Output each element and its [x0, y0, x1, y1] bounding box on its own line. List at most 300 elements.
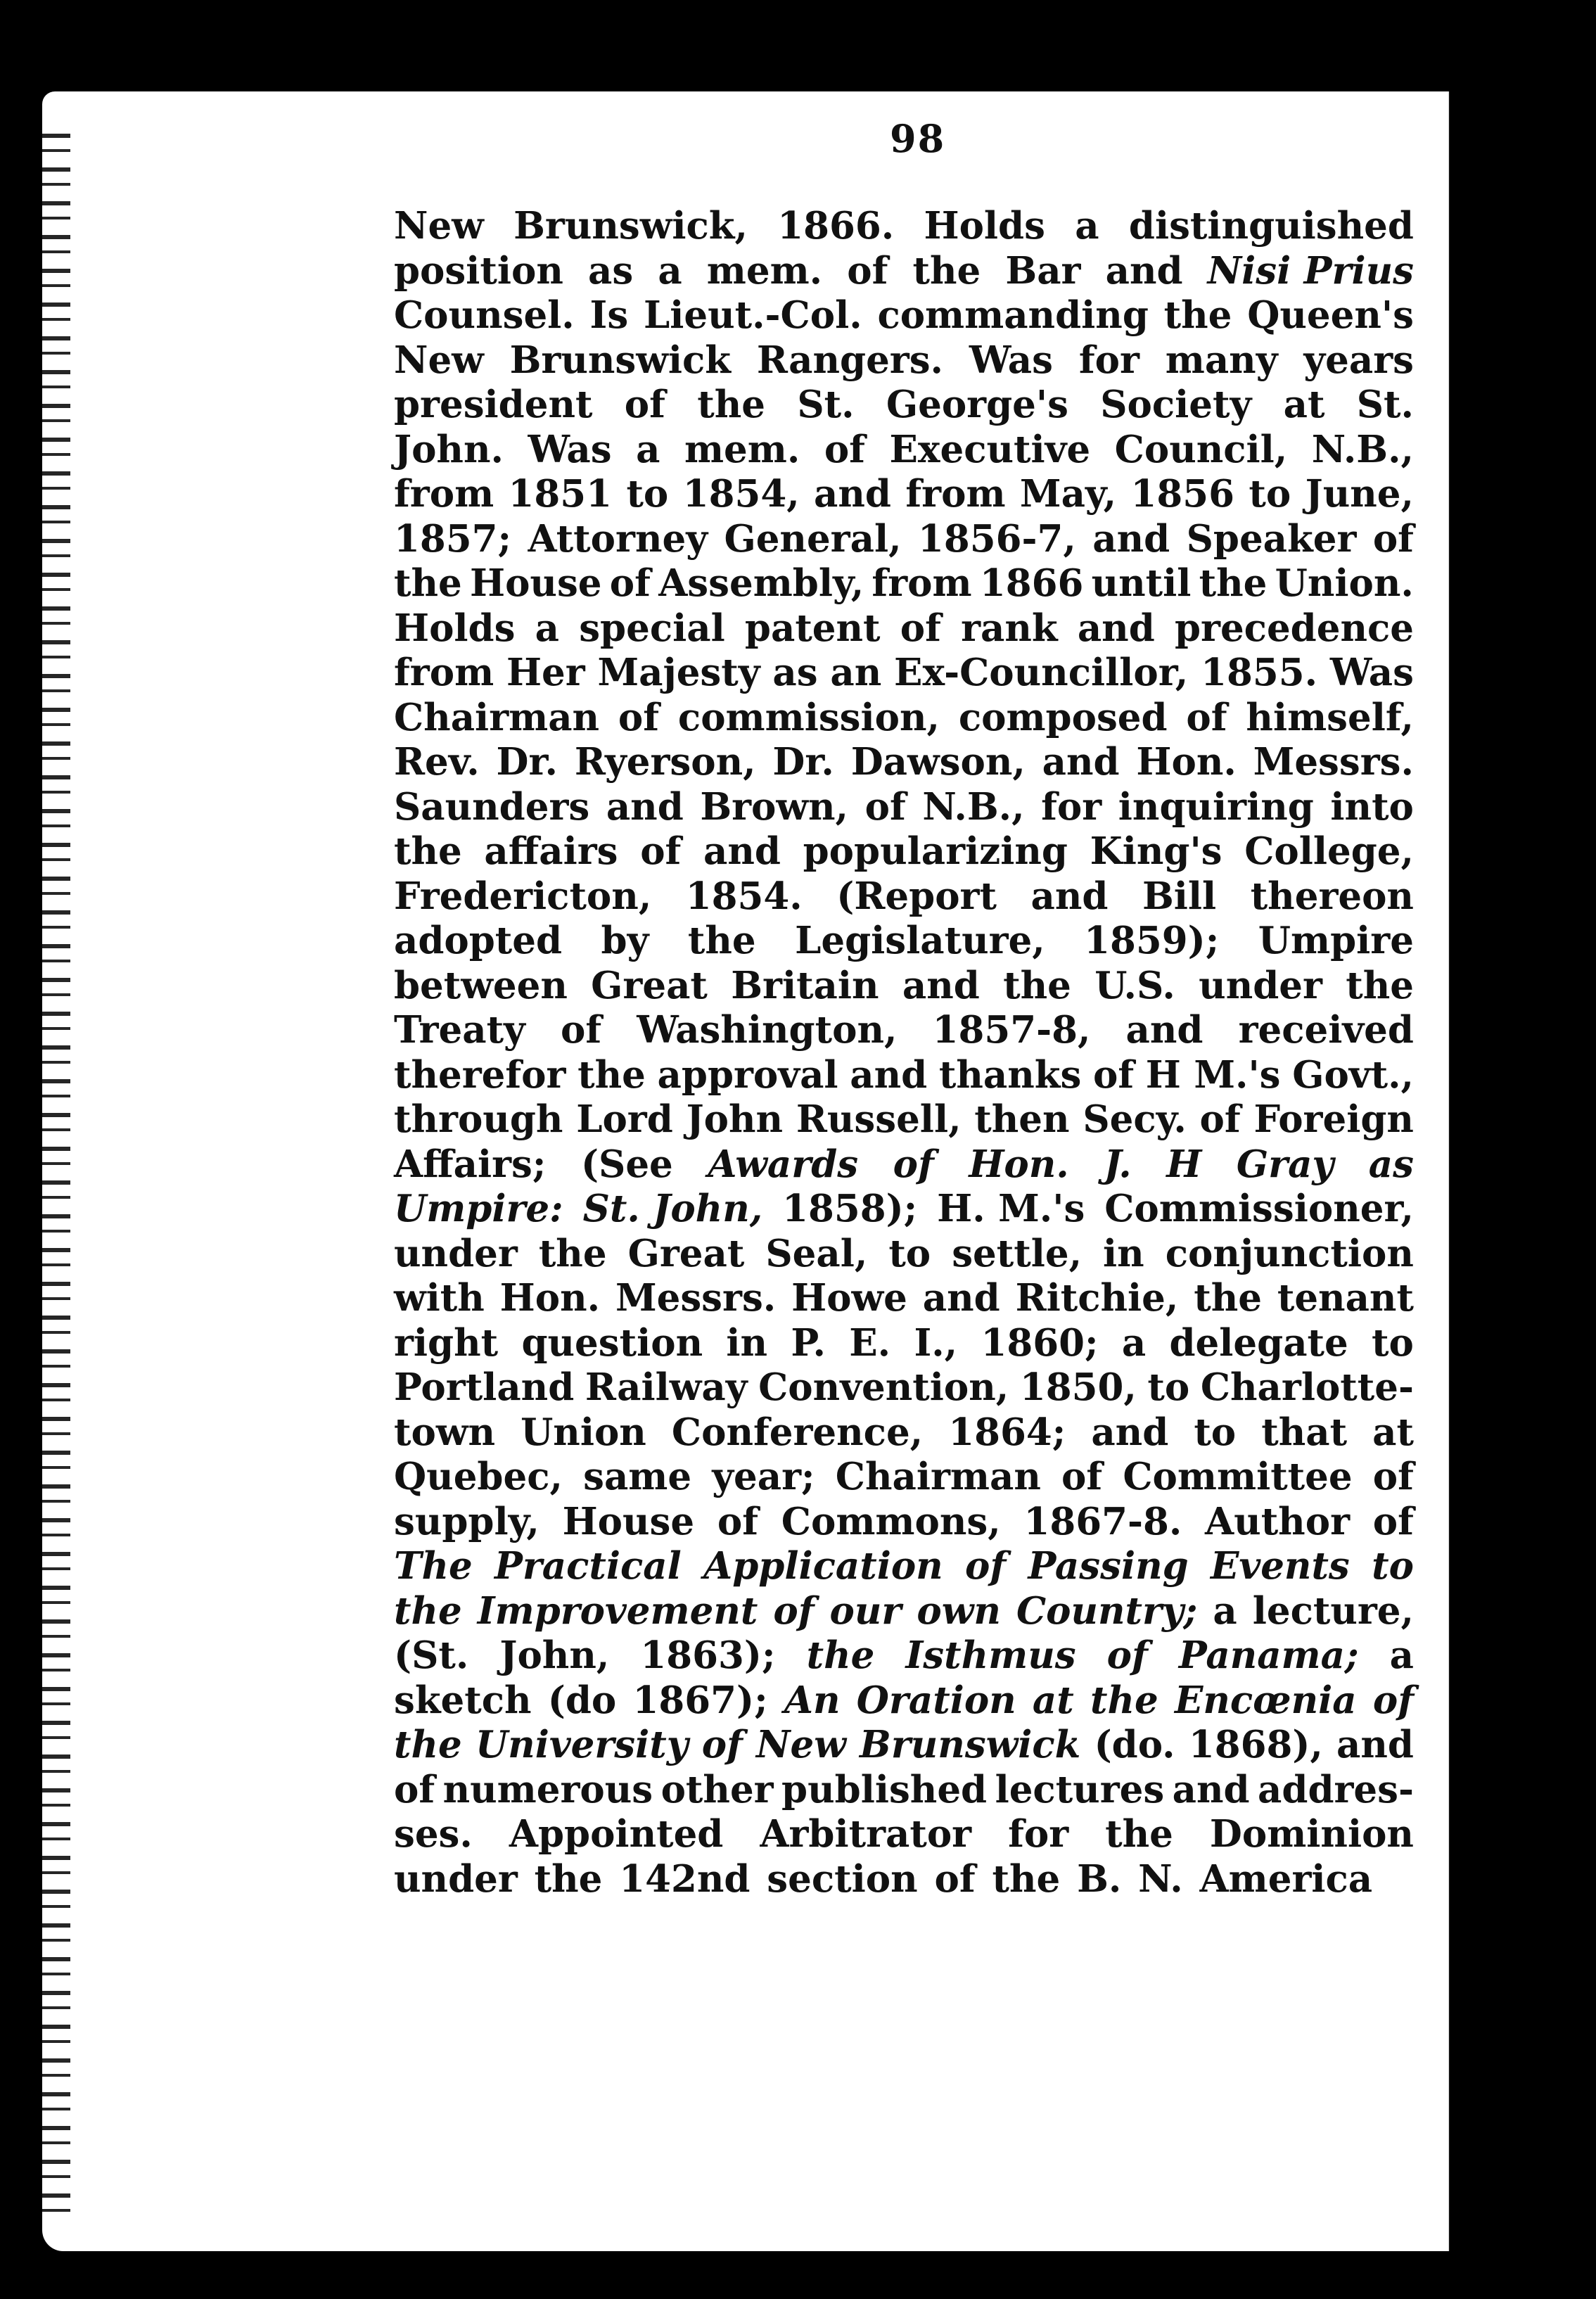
word: An: [784, 1678, 841, 1722]
word: Improvement: [477, 1588, 758, 1633]
word: Affairs;: [394, 1142, 547, 1186]
word: and: [850, 1052, 928, 1097]
word: Dawson,: [850, 740, 1026, 784]
word: position: [394, 248, 563, 293]
text-line: [394, 1723, 1414, 1768]
word: and: [814, 472, 891, 516]
word: Society: [1100, 383, 1252, 426]
word: Chairman: [835, 1455, 1041, 1498]
word: tenant: [1277, 1276, 1414, 1320]
word: to: [1372, 1544, 1414, 1588]
word: special: [579, 606, 725, 650]
word: of: [893, 1142, 934, 1186]
word: in: [726, 1320, 768, 1365]
word: Attorney: [528, 516, 708, 561]
word: 1850,: [1019, 1365, 1137, 1409]
word: for: [1041, 784, 1102, 829]
text-line: [394, 1679, 1414, 1724]
word: John.: [394, 427, 504, 471]
word: as: [772, 651, 818, 694]
word: 1851: [508, 472, 613, 516]
word: 142nd: [619, 1857, 751, 1901]
word: published: [781, 1767, 988, 1811]
word: St. John,: [582, 1187, 763, 1230]
word: Brunswick: [860, 1723, 1081, 1766]
word: inquiring: [1118, 784, 1314, 829]
text-line: [394, 1142, 1414, 1187]
word: Counsel.: [394, 293, 575, 337]
word: from: [394, 472, 494, 516]
word: question: [521, 1320, 703, 1365]
text-line: [394, 829, 1414, 874]
word: to: [888, 1231, 931, 1275]
word: and: [1105, 248, 1183, 293]
text-line: [394, 428, 1414, 473]
word: 1857-8,: [932, 1008, 1091, 1052]
text-line: [394, 561, 1414, 606]
word: composed: [958, 695, 1168, 739]
word: John: [686, 1097, 784, 1141]
word: Passing: [1028, 1544, 1189, 1588]
word: Lord: [576, 1097, 673, 1141]
word: of: [900, 606, 941, 650]
word: Author: [1205, 1499, 1350, 1543]
text-line: [394, 1276, 1414, 1321]
word: (See: [580, 1142, 673, 1186]
text-line: [394, 1053, 1414, 1098]
word: (do.: [1094, 1723, 1175, 1766]
word: delegate: [1169, 1320, 1348, 1365]
word: University: [475, 1723, 689, 1766]
word: the: [394, 1588, 462, 1633]
word: the: [1090, 1678, 1158, 1722]
word: of: [618, 695, 660, 739]
word: the: [1199, 561, 1268, 605]
word: of: [824, 427, 865, 471]
word: with: [394, 1276, 485, 1320]
text-line: [394, 1008, 1414, 1053]
word: for: [1008, 1812, 1069, 1856]
word: under: [394, 1231, 518, 1275]
word: to: [1249, 472, 1291, 516]
word: 1856: [1130, 472, 1235, 516]
word: until: [1091, 561, 1192, 605]
word: John,: [499, 1634, 610, 1677]
text-line: [394, 1634, 1414, 1679]
word: (St.: [394, 1634, 469, 1677]
word: Executive: [889, 427, 1091, 471]
word: Speaker: [1186, 516, 1357, 561]
word: 1854.: [685, 874, 803, 918]
word: conjunction: [1165, 1231, 1414, 1275]
word: supply,: [394, 1499, 540, 1543]
word: of: [624, 383, 665, 426]
word: Washington,: [637, 1008, 898, 1052]
word: at: [1372, 1410, 1414, 1454]
page-edge-shadow: [42, 134, 70, 2216]
word: Holds: [924, 204, 1045, 248]
word: a: [1389, 1634, 1414, 1677]
word: George's: [886, 383, 1068, 426]
word: rank: [961, 606, 1058, 650]
word: and: [1077, 606, 1155, 650]
word: Union: [521, 1410, 646, 1454]
word: H: [1166, 1142, 1202, 1186]
text-line: [394, 1544, 1414, 1589]
word: 1860;: [981, 1320, 1099, 1365]
word: The: [394, 1544, 473, 1588]
word: sketch: [394, 1678, 532, 1722]
word: Application: [703, 1544, 943, 1588]
word: June,: [1305, 472, 1414, 516]
word: Chairman: [394, 695, 600, 739]
word: 1866: [979, 561, 1084, 605]
word: of: [1372, 1678, 1414, 1722]
word: and: [1092, 516, 1170, 561]
word: the: [394, 829, 462, 873]
word: Her: [506, 651, 585, 694]
word: 1868),: [1188, 1723, 1323, 1766]
word: that: [1261, 1410, 1348, 1454]
word: Assembly,: [658, 561, 864, 605]
word: Dr.: [772, 740, 834, 784]
word: Saunders: [394, 784, 590, 829]
word: same: [583, 1455, 692, 1498]
word: N.B.,: [1311, 427, 1414, 471]
word: to: [626, 472, 669, 516]
word: of: [609, 561, 651, 605]
word: 1867-8.: [1023, 1499, 1182, 1543]
text-line: [394, 1857, 1414, 1902]
text-line: [394, 1365, 1414, 1410]
word: Secy.: [1083, 1097, 1187, 1141]
word: 1858);: [782, 1187, 918, 1230]
word: H. M.'s: [937, 1187, 1085, 1230]
word: Portland: [394, 1365, 575, 1409]
word: Rangers.: [756, 338, 944, 382]
text-line: [394, 785, 1414, 830]
word: the: [1003, 963, 1071, 1007]
word: Great: [627, 1231, 745, 1275]
word: Union.: [1275, 561, 1414, 605]
word: of: [934, 1857, 976, 1901]
word: Country;: [1016, 1588, 1198, 1633]
word: May,: [1019, 472, 1117, 516]
text-line: [394, 1812, 1414, 1857]
word: 1854,: [682, 472, 800, 516]
word: Messrs.: [1253, 740, 1414, 784]
word: Umpire: [1258, 919, 1414, 962]
word: Commons,: [781, 1499, 1001, 1543]
word: thanks: [938, 1052, 1082, 1097]
word: the: [394, 1723, 462, 1766]
word: the: [687, 919, 756, 962]
word: addres-: [1258, 1767, 1414, 1811]
word: Queen's: [1247, 293, 1414, 337]
word: 1867);: [632, 1678, 768, 1722]
word: of: [640, 829, 682, 873]
word: Ryerson,: [574, 740, 756, 784]
word: New: [756, 1723, 846, 1766]
word: from: [394, 651, 494, 694]
text-line: [394, 696, 1414, 741]
word: the: [992, 1857, 1061, 1901]
word: Ritchie,: [1015, 1276, 1179, 1320]
word: Isthmus: [905, 1634, 1076, 1677]
word: of: [1092, 1052, 1135, 1097]
word: Quebec,: [394, 1455, 563, 1498]
word: N.: [1138, 1857, 1183, 1901]
word: received: [1238, 1008, 1414, 1052]
word: commanding: [877, 293, 1149, 337]
word: of: [1199, 1097, 1241, 1141]
word: Brown,: [700, 784, 849, 829]
text-line: [394, 1232, 1414, 1277]
word: own: [917, 1588, 1001, 1633]
word: Dr.: [496, 740, 558, 784]
text-line: [394, 204, 1414, 249]
word: numerous: [442, 1767, 653, 1811]
word: thereon: [1250, 874, 1414, 918]
word: of: [1372, 1455, 1414, 1498]
word: an: [830, 651, 882, 694]
word: at: [1283, 383, 1325, 426]
word: the: [912, 248, 981, 293]
word: St.: [797, 383, 855, 426]
text-line: [394, 1410, 1414, 1456]
word: Events: [1211, 1544, 1350, 1588]
text-line: [394, 1097, 1414, 1142]
text-line: [394, 1589, 1414, 1634]
word: Treaty: [394, 1008, 525, 1052]
word: J.: [1104, 1142, 1132, 1186]
word: of: [717, 1499, 759, 1543]
word: Convention,: [758, 1365, 1009, 1409]
word: patent: [744, 606, 881, 650]
word: and: [606, 784, 684, 829]
word: of: [1186, 695, 1227, 739]
word: many: [1165, 338, 1278, 382]
text-line: [394, 1768, 1414, 1813]
word: lectures: [995, 1767, 1165, 1811]
word: King's: [1090, 829, 1222, 873]
word: Howe: [791, 1276, 907, 1320]
word: Council,: [1114, 427, 1288, 471]
word: other: [660, 1767, 774, 1811]
word: E.: [849, 1320, 891, 1365]
word: of: [560, 1008, 602, 1052]
word: St.: [1356, 383, 1414, 426]
word: ses.: [394, 1812, 473, 1856]
word: Bill: [1142, 874, 1217, 918]
word: distinguished: [1128, 204, 1414, 248]
word: a: [658, 248, 682, 293]
word: N.B.,: [922, 784, 1025, 829]
word: by: [601, 919, 649, 962]
text-line: [394, 1187, 1414, 1232]
text-line: [394, 919, 1414, 964]
word: right: [394, 1320, 499, 1365]
word: 1863);: [640, 1634, 776, 1677]
word: Nisi Prius: [1207, 248, 1414, 293]
word: for: [1078, 338, 1139, 382]
word: a: [636, 427, 660, 471]
word: Seal,: [765, 1231, 868, 1275]
word: and: [902, 963, 980, 1007]
word: B.: [1077, 1857, 1122, 1901]
word: precedence: [1174, 606, 1414, 650]
word: Majesty: [597, 651, 760, 694]
word: to: [1147, 1365, 1190, 1409]
word: Appointed: [509, 1812, 724, 1856]
word: to: [1194, 1410, 1237, 1454]
word: lecture,: [1252, 1588, 1414, 1633]
text-line: [394, 249, 1414, 294]
word: mem.: [684, 427, 800, 471]
word: a: [1075, 204, 1099, 248]
word: of: [1372, 1499, 1414, 1543]
word: 1857;: [394, 516, 512, 561]
text-line: [394, 606, 1414, 651]
word: then: [974, 1097, 1070, 1141]
word: College,: [1244, 829, 1414, 873]
text-line: [394, 338, 1414, 383]
word: himself,: [1246, 695, 1414, 739]
word: of: [864, 784, 906, 829]
word: of: [1372, 516, 1414, 561]
word: of: [965, 1544, 1007, 1588]
word: and: [922, 1276, 1000, 1320]
word: adopted: [394, 919, 563, 962]
word: year;: [712, 1455, 815, 1498]
word: Legislature,: [795, 919, 1045, 962]
word: the: [534, 1857, 603, 1901]
word: town: [394, 1410, 495, 1454]
word: Practical: [494, 1544, 682, 1588]
word: House: [470, 561, 602, 605]
word: the: [577, 1052, 646, 1097]
word: through: [394, 1097, 563, 1141]
word: to: [1372, 1320, 1414, 1365]
word: (do: [547, 1678, 617, 1722]
word: Bar: [1005, 248, 1081, 293]
word: P.: [791, 1320, 826, 1365]
word: Was: [1329, 651, 1414, 694]
word: from: [905, 472, 1006, 516]
word: Great: [591, 963, 708, 1007]
word: the: [1105, 1812, 1173, 1856]
word: under: [1199, 963, 1322, 1007]
text-line: [394, 964, 1414, 1009]
word: mem.: [706, 248, 823, 293]
word: and: [1030, 874, 1109, 918]
word: as: [1368, 1142, 1414, 1186]
word: therefor: [394, 1052, 566, 1097]
text-line: [394, 740, 1414, 785]
word: America: [1199, 1857, 1373, 1901]
text-line: [394, 383, 1414, 428]
word: of: [847, 248, 888, 293]
word: popularizing: [803, 829, 1068, 873]
word: as: [588, 248, 634, 293]
word: Rev.: [394, 740, 480, 784]
word: Oration: [856, 1678, 1016, 1722]
word: a: [1121, 1320, 1147, 1365]
word: Arbitrator: [760, 1812, 972, 1856]
word: at: [1032, 1678, 1074, 1722]
word: and: [1336, 1723, 1414, 1766]
word: 1866.: [777, 204, 895, 248]
word: 1859);: [1084, 919, 1220, 962]
word: Hon.: [1136, 740, 1237, 784]
word: and: [703, 829, 781, 873]
word: Charlotte-: [1200, 1365, 1414, 1409]
word: into: [1330, 784, 1414, 829]
word: Gray: [1236, 1142, 1334, 1186]
word: Dominion: [1209, 1812, 1414, 1856]
word: Brunswick: [509, 338, 732, 382]
word: Britain: [731, 963, 879, 1007]
word: the: [1194, 1276, 1262, 1320]
word: H M.'s: [1145, 1052, 1281, 1097]
word: Railway: [585, 1365, 748, 1409]
word: I.,: [914, 1320, 958, 1365]
text-line: [394, 651, 1414, 696]
word: the: [538, 1231, 607, 1275]
word: House: [562, 1499, 695, 1543]
word: from: [872, 561, 972, 605]
word: New: [394, 338, 484, 382]
text-line: [394, 517, 1414, 562]
word: Was: [528, 427, 612, 471]
word: and: [1172, 1767, 1250, 1811]
word: and: [1042, 740, 1120, 784]
word: affairs: [484, 829, 618, 873]
word: Hon.: [499, 1276, 601, 1320]
word: Govt.,: [1292, 1052, 1414, 1097]
word: years: [1303, 338, 1414, 382]
word: the: [697, 383, 765, 426]
word: and: [1125, 1008, 1204, 1052]
word: Was: [969, 338, 1053, 382]
word: section: [767, 1857, 918, 1901]
word: approval: [657, 1052, 838, 1097]
word: between: [394, 963, 568, 1007]
book-spine: [1414, 91, 1477, 2251]
word: Is: [589, 293, 629, 337]
word: of: [1061, 1455, 1103, 1498]
text-line: [394, 1321, 1414, 1366]
text-line: [394, 472, 1414, 517]
word: Umpire:: [394, 1187, 563, 1230]
word: Awards: [708, 1142, 859, 1186]
word: commission,: [677, 695, 940, 739]
word: Holds: [394, 606, 516, 650]
word: Encœnia: [1174, 1678, 1357, 1722]
word: in: [1103, 1231, 1144, 1275]
word: a: [535, 606, 560, 650]
word: a: [1213, 1588, 1237, 1633]
word: of: [1106, 1634, 1148, 1677]
word: and: [1091, 1410, 1169, 1454]
word: 1864;: [948, 1410, 1066, 1454]
text-line: [394, 874, 1414, 919]
page-number: 98: [890, 116, 946, 161]
word: Ex-Councillor,: [894, 651, 1189, 694]
word: Lieut.-Col.: [643, 293, 862, 337]
word: 1855.: [1201, 651, 1318, 694]
text-line: [394, 1455, 1414, 1500]
